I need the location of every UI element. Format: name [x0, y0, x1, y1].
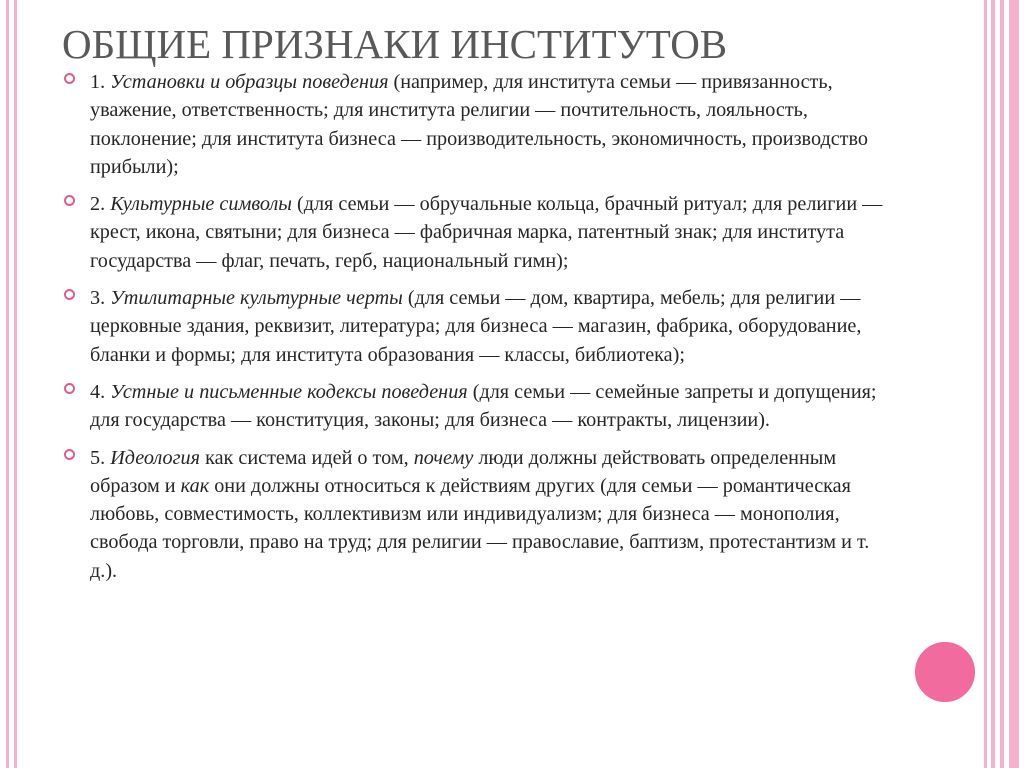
item-emphasis: Идеология	[110, 446, 201, 469]
bullet-list	[64, 68, 884, 594]
item-text: (для семьи — обручальные кольца, брачный ритуал; для религии — крест, икона, святыни; для бизнеса — фабричная марка, патентный знак; для института государства — флаг, печать, герб, национальный гимн);	[90, 193, 883, 272]
bullet-ring-icon	[64, 383, 75, 394]
bullet-ring-icon	[64, 289, 75, 300]
item-emphasis: Установки и образцы поведения	[110, 71, 389, 93]
item-text: (например, для института семьи — привязанность, уважение, ответственность; для института религии — почтительность, лояльность, поклонение; для института бизнеса — производительность, экономичность, производство прибыли);	[90, 71, 868, 178]
item-number: 2.	[90, 193, 106, 216]
list-item	[64, 68, 884, 181]
right-stripe-2	[991, 0, 995, 768]
item-text: как система идей о том,	[205, 446, 409, 469]
item-emphasis: Утилитарные культурные черты	[110, 287, 403, 310]
right-stripe-4	[1009, 0, 1019, 768]
item-number: 5.	[90, 446, 106, 469]
bullet-ring-icon	[64, 73, 75, 84]
bullet-ring-icon	[64, 195, 75, 206]
decorative-circle	[914, 641, 976, 703]
item-emphasis: Устные и письменные кодексы поведения	[110, 380, 468, 403]
item-text: люди должны действовать определенным образом и	[90, 446, 837, 497]
item-number: 3.	[90, 287, 106, 310]
left-stripe-inner	[14, 0, 17, 768]
left-stripe-outer	[6, 0, 9, 768]
list-item	[64, 378, 884, 435]
list-item	[64, 444, 884, 585]
item-text: (для семьи — дом, квартира, мебель; для религии — церковные здания, реквизит, литература; для бизнеса — магазин, фабрика, оборудование, бланки и формы; для института образования — классы, библиотека);	[90, 287, 862, 366]
item-number: 4.	[90, 380, 106, 403]
list-item	[64, 190, 884, 275]
item-text: (для семьи — семейные запреты и допущения; для государства — конституция, законы; для бизнеса — контракты, лицензии).	[90, 380, 877, 432]
item-number: 1.	[90, 71, 106, 93]
item-emphasis: почему	[413, 446, 474, 469]
item-text: они должны относиться к действиям других (для семьи — романтическая любовь, совместимость, коллективизм или индивидуализм; для бизнеса — монополия, свобода торговли, право на труд; для религии — православие, баптизм, протестантизм и т. д.).	[90, 474, 870, 582]
item-emphasis: Культурные символы	[110, 193, 292, 216]
list-item	[64, 284, 884, 369]
bullet-ring-icon	[64, 449, 75, 460]
item-emphasis: как	[180, 474, 210, 497]
right-stripe-3	[1000, 0, 1004, 768]
right-stripe-1	[984, 0, 987, 768]
slide-title: ОБЩИЕ ПРИЗНАКИ ИНСТИТУТОВ	[62, 21, 728, 67]
